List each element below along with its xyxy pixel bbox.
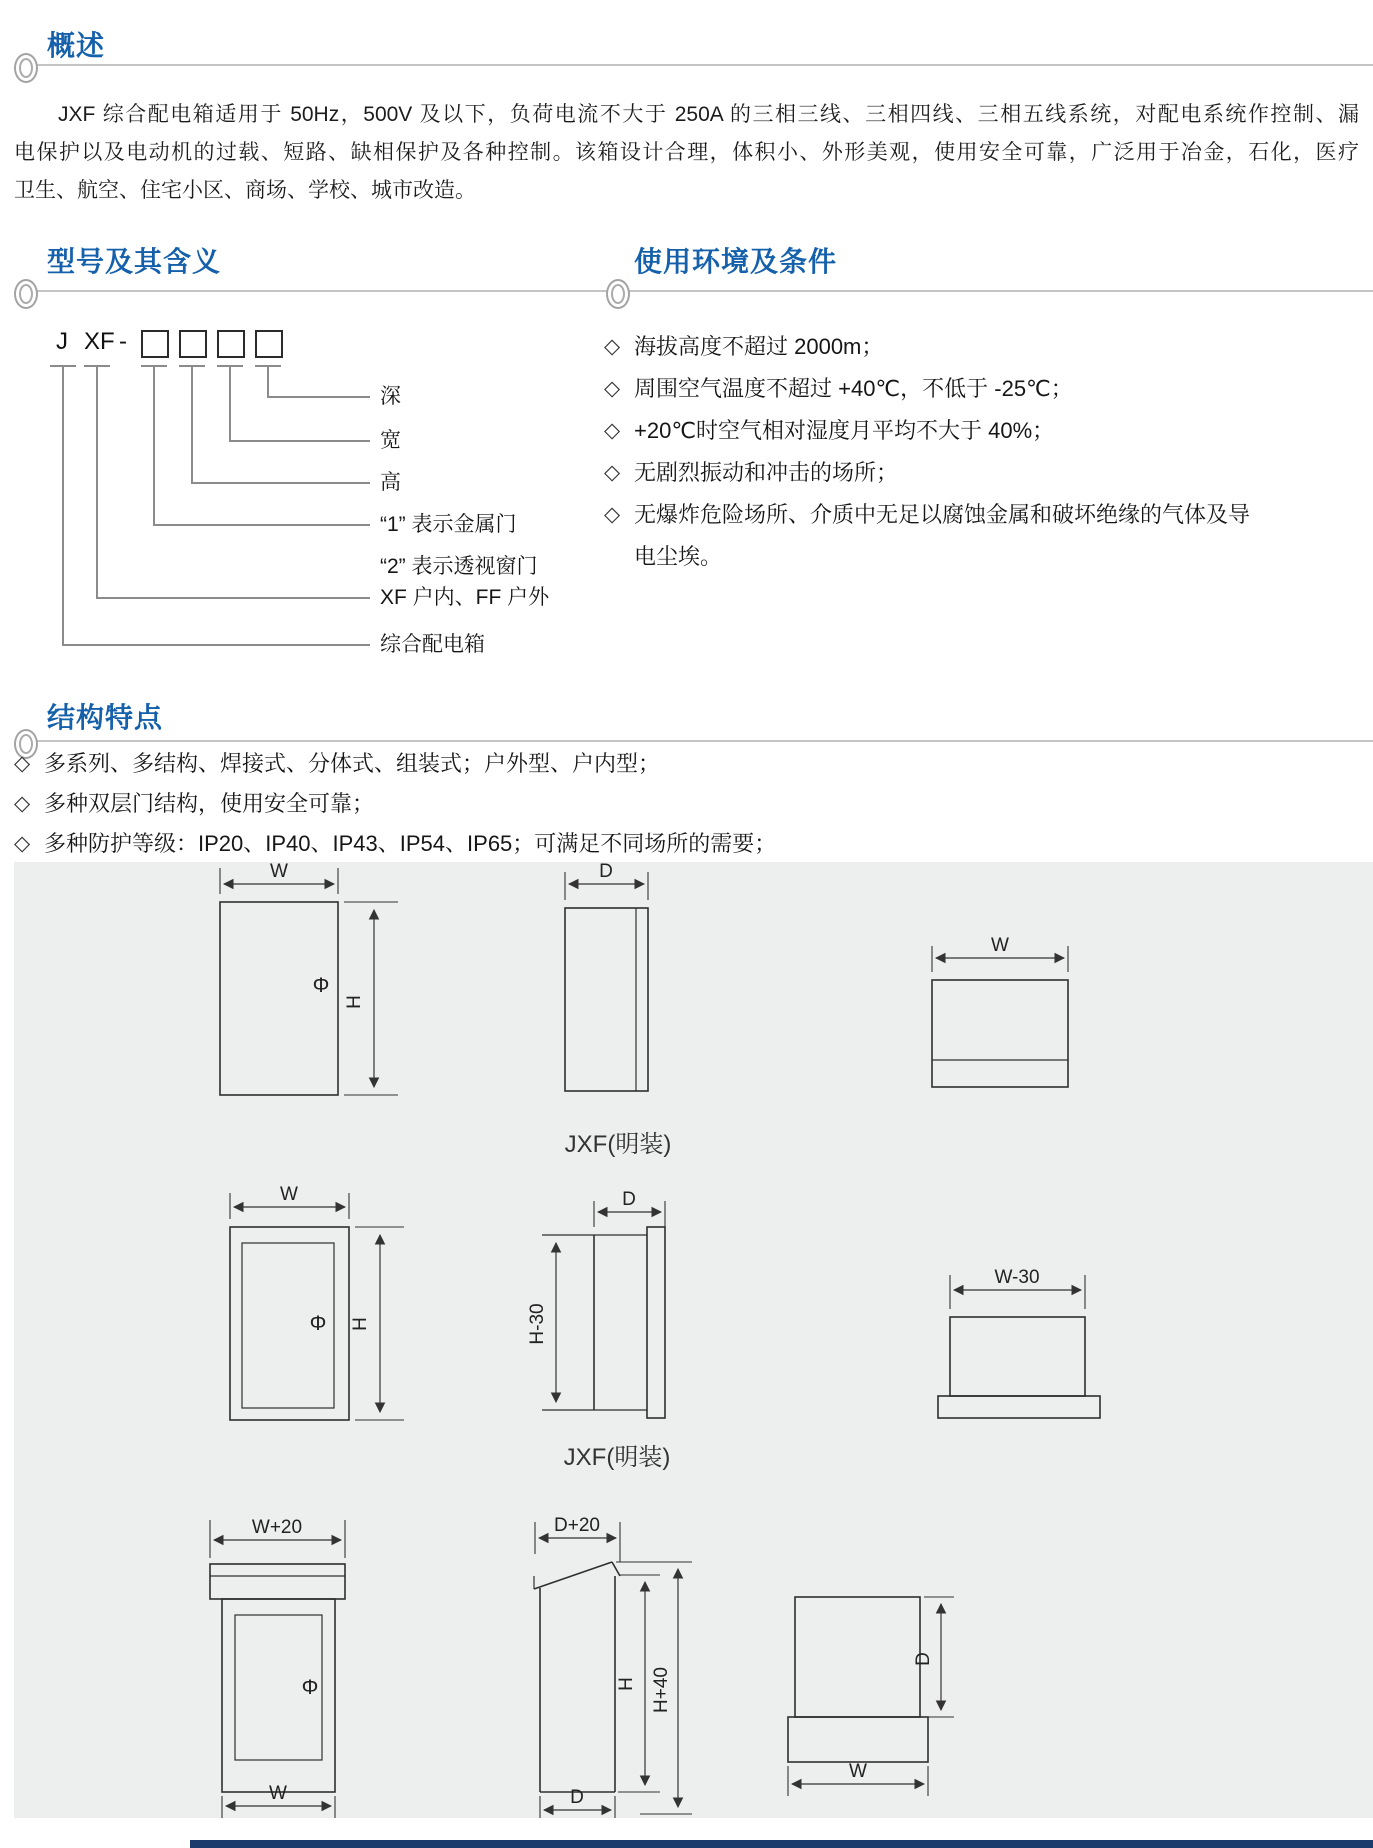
ring-inner <box>19 58 33 78</box>
dim-label-h: H <box>344 995 365 1009</box>
model-ring-ornament <box>14 279 38 309</box>
dim-label-w: W <box>269 1783 287 1804</box>
footer-accent-bar <box>190 1840 1373 1848</box>
diamond-bullet-icon: ◇ <box>604 377 621 400</box>
row2-front-view-drawing <box>230 1184 404 1420</box>
model-code-box <box>255 330 283 358</box>
row1-front-view-drawing <box>220 862 398 1095</box>
row3-side-view-drawing <box>534 1515 692 1818</box>
list-item <box>14 784 1354 824</box>
list-item <box>14 744 1354 784</box>
list-item <box>604 326 1259 368</box>
environment-section-title: 使用环境及条件 <box>634 246 838 277</box>
list-item <box>604 368 1259 410</box>
dim-label-w-minus-30: W-30 <box>994 1267 1040 1288</box>
model-code-box <box>141 330 169 358</box>
model-label-indoor-outdoor: XF 户内、FF 户外 <box>380 586 550 609</box>
diamond-bullet-icon: ◇ <box>604 335 621 358</box>
environment-divider <box>628 290 1373 292</box>
door-handle-phi-symbol: Φ <box>312 974 330 997</box>
ring-inner <box>611 284 625 304</box>
overview-paragraph-line: 卫生、航空、住宅小区、商场、学校、城市改造。 <box>14 179 476 202</box>
dim-label-d: D <box>599 862 613 882</box>
structure-section-title: 结构特点 <box>47 702 164 733</box>
door-handle-phi-symbol: Φ <box>309 1312 327 1335</box>
diamond-bullet-icon: ◇ <box>14 832 31 855</box>
row2-side-view-drawing <box>527 1189 665 1418</box>
model-code-dash: - <box>119 328 127 355</box>
environment-item-text: 无剧烈振动和冲击的场所； <box>634 460 899 485</box>
structure-item-text: 多种防护等级：IP20、IP40、IP43、IP54、IP65；可满足不同场所的需要； <box>44 831 777 856</box>
overview-paragraph-line: 电保护以及电动机的过载、短路、缺相保护及各种控制。该箱设计合理，体积小、外形美观，使用安全可靠，广泛用于冶金，石化，医疗 <box>14 141 1359 164</box>
dim-label-w: W <box>270 862 288 882</box>
row1-top-view-drawing <box>932 935 1068 1087</box>
structure-item-text: 多种双层门结构，使用安全可靠； <box>44 791 375 816</box>
model-code-letter-xf: XF <box>84 328 115 355</box>
row3-front-view-drawing <box>210 1517 345 1818</box>
environment-item-text: 无爆炸危险场所、介质中无足以腐蚀金属和破坏绝缘的气体及导电尘埃。 <box>634 502 1251 569</box>
row1-side-view-drawing <box>565 862 648 1091</box>
model-label-metal-door: “1” 表示金属门 <box>380 513 517 536</box>
environment-ring-ornament <box>606 279 630 309</box>
overview-ring-ornament <box>14 53 38 83</box>
model-label-window-door: “2” 表示透视窗门 <box>380 555 538 578</box>
structure-features-list <box>14 744 1354 864</box>
row2-caption: JXF(明装) <box>563 1444 671 1471</box>
overview-paragraph-line: JXF 综合配电箱适用于 50Hz，500V 及以下，负荷电流不大于 250A 的三相三线、三相四线、三相五线系统，对配电系统作控制、漏 <box>58 103 1359 126</box>
ring-inner <box>19 284 33 304</box>
diamond-bullet-icon: ◇ <box>604 419 621 442</box>
dim-label-d: D <box>570 1787 584 1808</box>
list-item <box>604 452 1259 494</box>
model-section-title: 型号及其含义 <box>47 246 222 277</box>
dim-label-h: H <box>616 1677 637 1691</box>
structure-item-text: 多系列、多结构、焊接式、分体式、组装式；户外型、户内型； <box>44 751 661 776</box>
technical-drawings <box>0 862 1373 1818</box>
row3-top-view-drawing <box>788 1597 954 1796</box>
row1-caption: JXF(明装) <box>564 1131 672 1158</box>
model-label-box-type: 综合配电箱 <box>380 633 485 656</box>
model-code-connector-lines <box>0 318 640 678</box>
dim-label-h-minus-30: H-30 <box>527 1303 548 1345</box>
dim-label-w: W <box>280 1184 298 1205</box>
overview-section-title: 概述 <box>47 30 106 61</box>
dim-label-w-plus-20: W+20 <box>251 1517 303 1538</box>
dim-label-w: W <box>991 935 1009 956</box>
model-code-box <box>217 330 245 358</box>
environment-item-text: +20℃时空气相对湿度月平均不大于 40%； <box>634 418 1055 443</box>
dim-label-h: H <box>350 1317 371 1331</box>
environment-conditions-list <box>604 326 1259 578</box>
row2-top-view-drawing <box>938 1267 1100 1418</box>
list-item <box>604 494 1259 578</box>
model-code-diagram <box>0 318 640 678</box>
model-label-depth: 深 <box>380 385 401 408</box>
diamond-bullet-icon: ◇ <box>14 792 31 815</box>
diamond-bullet-icon: ◇ <box>604 503 621 526</box>
dim-label-h-plus-40: H+40 <box>651 1667 672 1713</box>
list-item <box>14 824 1354 864</box>
dim-label-d: D <box>913 1652 934 1666</box>
dim-label-d-plus-20: D+20 <box>554 1515 600 1536</box>
dim-label-w: W <box>849 1761 867 1782</box>
structure-divider <box>36 740 1373 742</box>
model-code-letter-j: J <box>56 328 68 355</box>
model-label-height: 高 <box>380 471 401 494</box>
overview-divider <box>36 64 1373 66</box>
environment-item-text: 海拔高度不超过 2000m； <box>634 334 884 359</box>
model-code-box <box>179 330 207 358</box>
environment-item-text: 周围空气温度不超过 +40℃，不低于 -25℃； <box>634 376 1073 401</box>
dim-label-d: D <box>622 1189 636 1210</box>
model-label-width: 宽 <box>380 429 401 452</box>
diamond-bullet-icon: ◇ <box>604 461 621 484</box>
diamond-bullet-icon: ◇ <box>14 752 31 775</box>
model-divider <box>36 290 663 292</box>
list-item <box>604 410 1259 452</box>
door-handle-phi-symbol: Φ <box>301 1676 319 1699</box>
